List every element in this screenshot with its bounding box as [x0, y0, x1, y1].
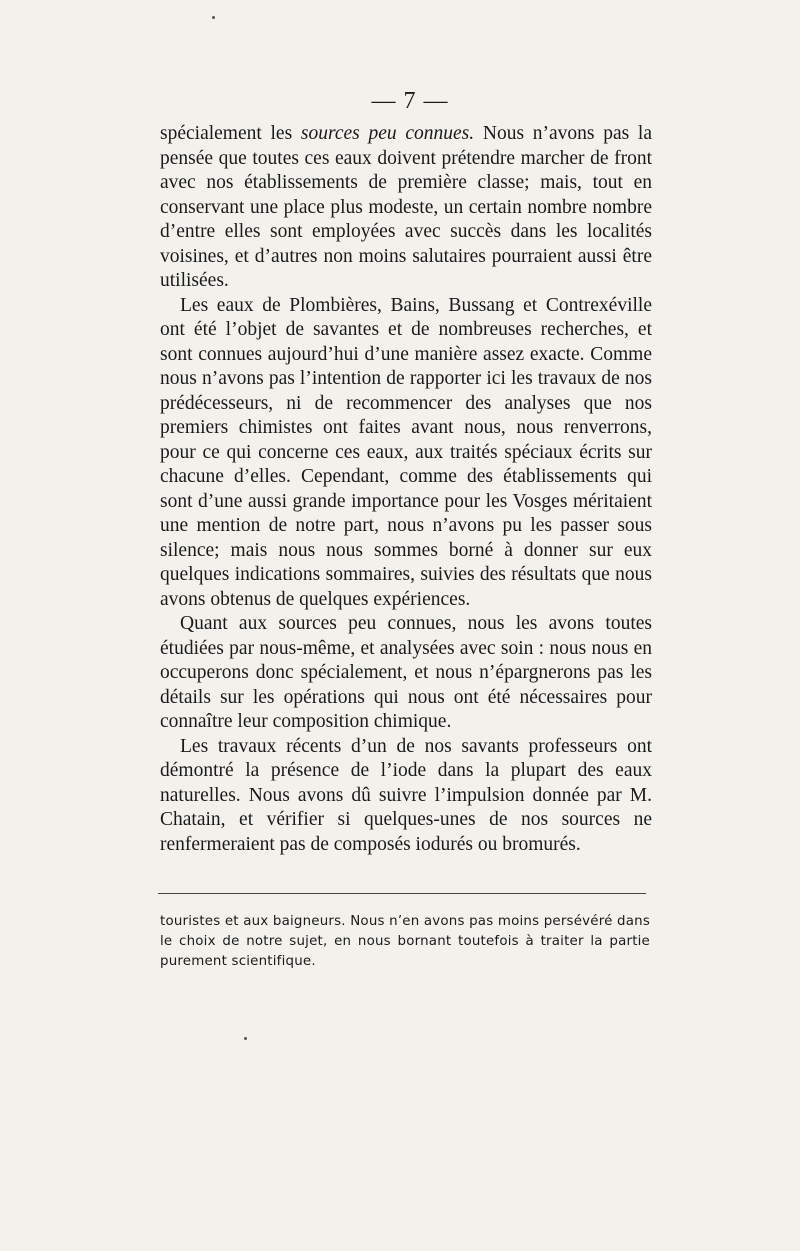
paper-speck [244, 1037, 247, 1040]
paragraph-1-rest: Nous n’avons pas la pensée que toutes ces eaux doivent prétendre marcher de front avec nos établissements de première classe; mais, tout en conservant une place plus modeste, un certain nombre nombre d’entre elles sont employées avec succès dans les localités voisines, et d’autres non moins salutaires pourraient aussi être utilisées. [160, 123, 653, 291]
page-number: — 7 — [371, 88, 449, 114]
paper-speck [212, 16, 215, 19]
body-text [160, 122, 652, 857]
paragraph-1-start: spécialement les [160, 123, 301, 144]
emphasis-sources-peu-connues: sources peu connues. [300, 123, 475, 144]
paragraph-2: Les eaux de Plombières, Bains, Bussang et Contrexéville ont été l’objet de savantes et de nombreuses recherches, et sont connues aujourd’hui d’une manière assez exacte. Comme nous n’avons pas l’intention de rapporter ici les travaux de nos prédécesseurs, ni de recommencer des analyses que nos premiers chimistes ont faites avant nous, nous renverrons, pour ce qui concerne ces eaux, aux traités spéciaux écrits sur chacune d’elles. Cependant, comme des établissements qui sont d’une aussi grande importance pour les Vosges méritaient une mention de notre part, nous n’avons pu les passer sous silence; mais nous nous sommes borné à donner sur eux quelques indications sommaires, suivies des résultats que nous avons obtenus de quelques expériences. [160, 294, 652, 610]
footnote-divider [158, 893, 646, 894]
paragraph-4: Les travaux récents d’un de nos savants professeurs ont démontré la présence de l’iode dans la plupart des eaux naturelles. Nous avons dû suivre l’impulsion donnée par M. Chatain, et vérifier si quelques-unes de nos sources ne renfermeraient pas de composés iodurés ou bromurés. [160, 735, 652, 855]
paragraph-1 [160, 122, 652, 294]
paragraph-3: Quant aux sources peu connues, nous les avons toutes étudiées par nous-même, et analysées avec soin : nous nous en occuperons donc spécialement, et nous n’épargnerons pas les détails sur les opérations qui nous ont été nécessaires pour connaître leur composition chimique. [160, 613, 652, 732]
footnote: touristes et aux baigneurs. Nous n’en avons pas moins persévéré dans le choix de notre sujet, en nous bornant toutefois à traiter la partie purement scientifique. [160, 914, 651, 969]
